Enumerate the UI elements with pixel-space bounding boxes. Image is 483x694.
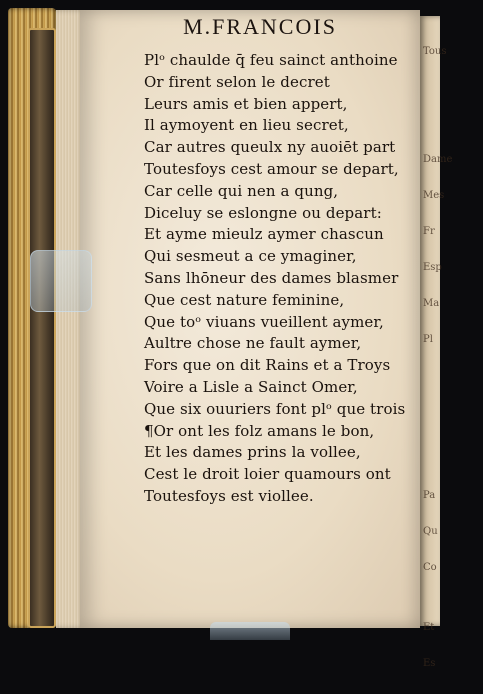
verse-line: Car autres queulx ny auoiēt part (144, 138, 396, 157)
verse-line: Qui sesmeut a ce ymaginer, (144, 247, 357, 266)
verse-line: Aultre chose ne fault aymer, (144, 334, 362, 353)
facing-fragment: Ma (423, 298, 440, 309)
verse-line: Que cest nature feminine, (144, 290, 345, 309)
verse-line: Cest le droit loier quamours ont (144, 465, 391, 484)
verse-line: Fors que on dit Rains et a Troys (144, 356, 391, 375)
verse-line: Or firent selon le decret (144, 72, 330, 91)
facing-fragment: Co (423, 562, 437, 573)
binding-spine (28, 28, 56, 628)
verse-line: Voire a Lisle a Sainct Omer, (144, 377, 358, 396)
facing-fragment: Et (423, 622, 435, 633)
facing-fragment: Qu (423, 526, 438, 537)
verse-line: Sans lhōneur des dames blasmer (144, 268, 399, 287)
verse-line: Que toᵒ viuans vueillent aymer, (144, 312, 384, 331)
facing-fragment: Pa (423, 490, 436, 501)
verse-line: Que six ouuriers font plᵒ que trois (144, 399, 406, 418)
verse-line: Il aymoyent en lieu secret, (144, 116, 349, 135)
verse-line: Leurs amis et bien appert, (144, 94, 348, 113)
facing-fragment: Tous (423, 46, 447, 57)
verse-line: Plᵒ chaulde q̄ feu sainct anthoine (144, 51, 398, 69)
verse-line: Toutesfoys est viollee. (144, 486, 314, 505)
glass-page-weight-bottom (210, 622, 290, 640)
facing-fragment: Esp (423, 262, 442, 273)
gilt-binding-edge (8, 8, 56, 628)
verse-line: ¶Or ont les folz amans le bon, (144, 421, 375, 440)
verse-line: Toutesfoys cest amour se depart, (144, 159, 399, 178)
facing-fragment: Pl (423, 334, 433, 345)
glass-page-weight (30, 250, 92, 312)
verse-line: Diceluy se eslongne ou depart: (144, 203, 382, 222)
running-head: M.FRANCOIS (183, 14, 337, 39)
facing-fragment: Dame (423, 154, 453, 165)
facing-page-text (423, 22, 483, 694)
verse-line: Et les dames prins la vollee, (144, 443, 361, 462)
verse-line: Car celle qui nen a qung, (144, 181, 339, 200)
verse-line: Et ayme mieulz aymer chascun (144, 225, 384, 244)
facing-page-edge (420, 16, 453, 669)
facing-fragment: Fr (423, 226, 435, 237)
facing-fragment: Es (423, 658, 436, 669)
facing-fragment: Mes (423, 190, 445, 201)
verse-text (144, 50, 414, 508)
